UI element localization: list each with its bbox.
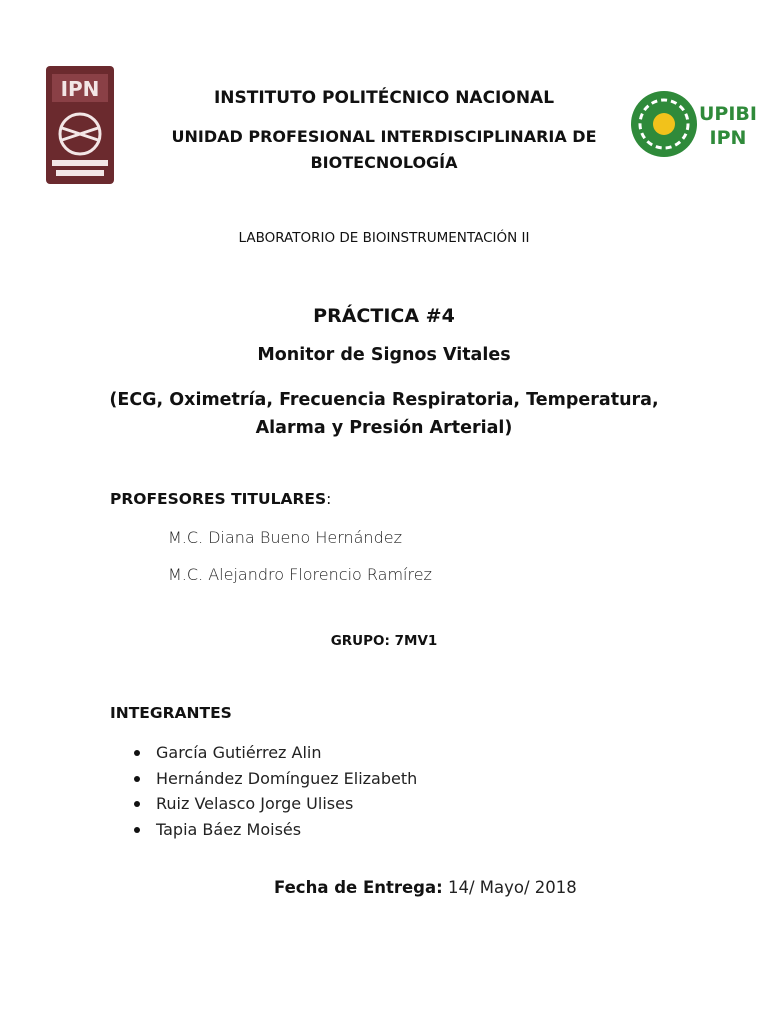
professors-heading <box>110 490 331 508</box>
delivery-date <box>274 878 577 897</box>
institution-name: INSTITUTO POLITÉCNICO NACIONAL <box>213 88 555 108</box>
delivery-date-value: 14/ Mayo/ 2018 <box>442 878 577 897</box>
bullet-icon <box>134 801 140 807</box>
professors-heading-label: PROFESORES TITULARES <box>110 490 327 508</box>
member-name: Hernández Domínguez Elizabeth <box>156 768 418 788</box>
list-item <box>130 817 417 843</box>
professors-heading-colon: : <box>326 490 332 508</box>
members-list <box>130 740 417 842</box>
list-item <box>130 791 417 817</box>
upibi-logo <box>628 88 760 160</box>
members-heading: INTEGRANTES <box>110 704 232 722</box>
group-label: GRUPO: 7MV1 <box>330 633 438 649</box>
practice-description: (ECG, Oximetría, Frecuencia Respiratoria, Temperatura, Alarma y Presión Arterial) <box>109 390 659 438</box>
bullet-icon <box>134 827 140 833</box>
unit-name: UNIDAD PROFESIONAL INTERDISCIPLINARIA DE BIOTECNOLOGÍA <box>171 127 597 172</box>
list-item <box>130 766 417 792</box>
member-name: Tapia Báez Moisés <box>156 819 302 839</box>
practice-number: PRÁCTICA #4 <box>313 305 455 327</box>
list-item <box>130 740 417 766</box>
bullet-icon <box>134 750 140 756</box>
professor-name: M.C. Diana Bueno Hernández <box>168 528 402 547</box>
lab-name: LABORATORIO DE BIOINSTRUMENTACIÓN II <box>238 230 530 246</box>
practice-title: Monitor de Signos Vitales <box>257 345 511 365</box>
upibi-logo-text: UPIBI <box>699 103 757 125</box>
member-name: Ruiz Velasco Jorge Ulises <box>156 794 354 813</box>
bullet-icon <box>134 776 140 782</box>
member-name: García Gutiérrez Alin <box>156 743 322 762</box>
ipn-logo-text: IPN <box>709 127 747 149</box>
professor-name: M.C. Alejandro Florencio Ramírez <box>168 565 432 584</box>
ipn-logo <box>38 64 122 188</box>
svg-text:IPN: IPN <box>60 77 100 101</box>
delivery-date-label: Fecha de Entrega: <box>274 878 443 897</box>
